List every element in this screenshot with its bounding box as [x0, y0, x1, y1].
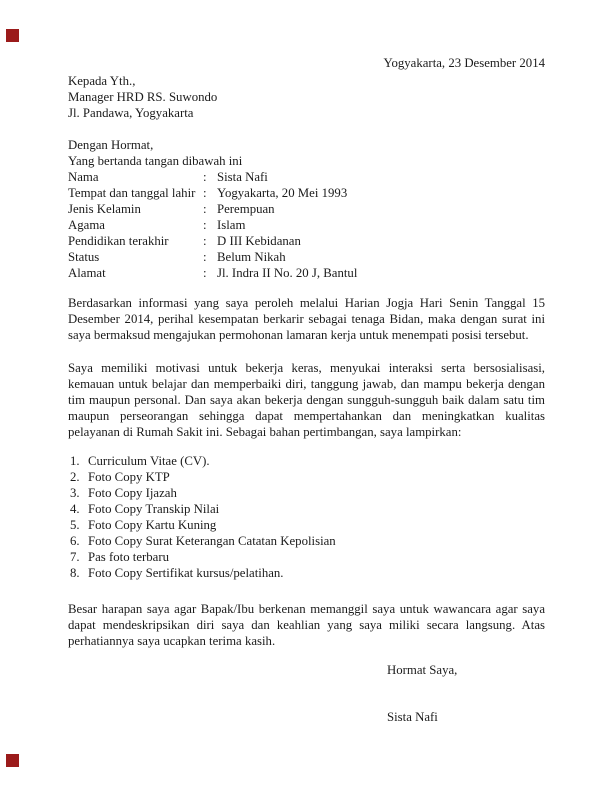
attachment-text: Pas foto terbaru [88, 549, 170, 564]
salutation: Dengan Hormat, [68, 138, 154, 152]
paragraph-closing: Besar harapan saya agar Bapak/Ibu berkenan memanggil saya untuk wawancara agar saya dapat mendeskripsikan diri saya dan keahlian yang saya miliki secara langsung. Atas perhatiannya saya ucapkan terima kasih. [68, 601, 545, 648]
attachment-item [68, 501, 545, 517]
attachment-number: 8. [70, 565, 80, 580]
detail-label: Pendidikan terakhir [68, 234, 169, 248]
detail-colon: : [203, 234, 207, 248]
detail-label: Agama [68, 218, 105, 232]
attachment-item [68, 517, 545, 533]
attachment-item [68, 533, 545, 549]
detail-colon: : [203, 218, 207, 232]
detail-row-jenis-kelamin [68, 201, 545, 217]
paragraph-opening: Berdasarkan informasi yang saya peroleh melalui Harian Jogja Hari Senin Tanggal 15 Desember 2014, perihal kesempatan berkarir sebagai tenaga Bidan, maka dengan surat ini saya bermaksud mengajukan permohonan lamaran kerja untuk menempati posisi tersebut. [68, 296, 545, 342]
detail-value: Perempuan [217, 202, 275, 216]
detail-value: D III Kebidanan [217, 234, 301, 248]
attachment-text: Foto Copy Kartu Kuning [88, 517, 217, 532]
detail-row-alamat [68, 265, 545, 281]
attachment-text: Foto Copy Ijazah [88, 485, 177, 500]
detail-row-agama [68, 217, 545, 233]
detail-colon: : [203, 186, 207, 200]
detail-value: Sista Nafi [217, 170, 268, 184]
detail-row-status [68, 249, 545, 265]
detail-colon: : [203, 250, 207, 264]
letter-content [68, 0, 545, 725]
attachment-item [68, 549, 545, 565]
recipient-address: Jl. Pandawa, Yogyakarta [68, 106, 194, 120]
detail-row-ttl [68, 185, 545, 201]
detail-row-pendidikan [68, 233, 545, 249]
attachment-number: 6. [70, 533, 80, 548]
intro-line: Yang bertanda tangan dibawah ini [68, 154, 243, 168]
detail-value: Jl. Indra II No. 20 J, Bantul [217, 266, 358, 280]
date-line: Yogyakarta, 23 Desember 2014 [383, 56, 545, 70]
detail-label: Nama [68, 170, 99, 184]
signature-block [387, 662, 545, 725]
attachment-number: 3. [70, 485, 80, 500]
attachment-text: Foto Copy KTP [88, 469, 170, 484]
attachment-item [68, 469, 545, 485]
paragraph-body: Saya memiliki motivasi untuk bekerja keras, menyukai interaksi serta bersosialisasi, kemauan untuk belajar dan memperbaiki diri, tanggung jawab, dan mampu bekerja dengan tim maupun personal. Dan saya akan bekerja dengan sungguh-sungguh baik dalam satu tim maupun perseorangan sehingga dapat mempertahankan dan meningkatkan kualitas pelayanan di Rumah Sakit ini. Sebagai bahan pertimbangan, saya lampirkan: [68, 361, 545, 439]
detail-label: Alamat [68, 266, 106, 280]
detail-label: Tempat dan tanggal lahir [68, 186, 196, 200]
recipient-block [68, 73, 545, 121]
attachment-item [68, 453, 545, 469]
attachment-item [68, 485, 545, 501]
attachment-list [68, 453, 545, 581]
attachment-text: Foto Copy Transkip Nilai [88, 501, 220, 516]
corner-mark-bottom-left [6, 754, 19, 767]
attachment-text: Foto Copy Sertifikat kursus/pelatihan. [88, 565, 284, 580]
recipient-salute: Kepada Yth., [68, 74, 136, 88]
detail-row-nama [68, 169, 545, 185]
attachment-number: 7. [70, 549, 80, 564]
attachment-number: 1. [70, 453, 80, 468]
corner-mark-top-left [6, 29, 19, 42]
personal-details [68, 169, 545, 281]
attachment-item [68, 565, 545, 581]
detail-colon: : [203, 266, 207, 280]
signature-name: Sista Nafi [387, 709, 438, 724]
detail-value: Yogyakarta, 20 Mei 1993 [217, 186, 348, 200]
signoff: Hormat Saya, [387, 662, 458, 677]
recipient-name: Manager HRD RS. Suwondo [68, 90, 218, 104]
detail-label: Jenis Kelamin [68, 202, 141, 216]
attachment-number: 4. [70, 501, 80, 516]
attachment-text: Foto Copy Surat Keterangan Catatan Kepolisian [88, 533, 336, 548]
attachment-number: 5. [70, 517, 80, 532]
detail-value: Belum Nikah [217, 250, 286, 264]
detail-value: Islam [217, 218, 246, 232]
detail-colon: : [203, 170, 207, 184]
attachment-number: 2. [70, 469, 80, 484]
attachment-text: Curriculum Vitae (CV). [88, 453, 210, 468]
detail-colon: : [203, 202, 207, 216]
detail-label: Status [68, 250, 100, 264]
